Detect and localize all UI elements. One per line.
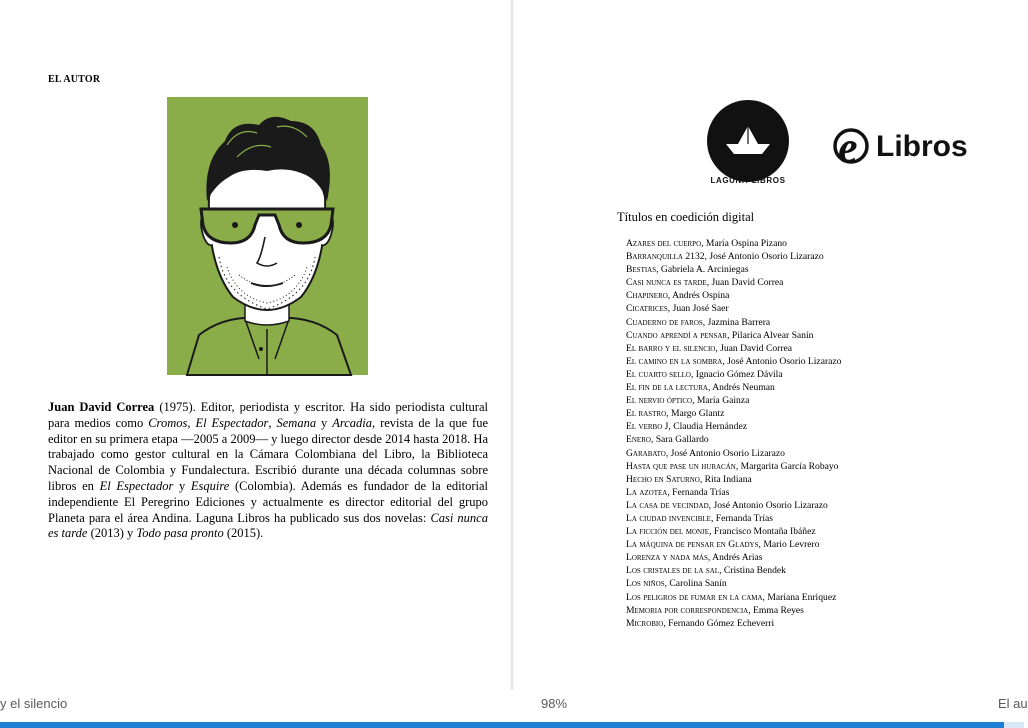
- elibros-logo-text: Libros: [876, 130, 968, 163]
- title-list-item: El cuarto sello, Ignacio Gómez Dávila: [626, 368, 783, 380]
- page-gutter: [510, 0, 514, 690]
- book-author: Sara Gallardo: [655, 434, 709, 446]
- laguna-logo-text: LAGUNA•LIBROS: [710, 176, 786, 185]
- book-title: Cuando aprendí a pensar: [626, 329, 728, 341]
- book-author: Cristina Bendek: [723, 565, 786, 577]
- book-author: Fernanda Trías: [715, 512, 774, 524]
- book-title: El barro y el silencio: [626, 342, 716, 354]
- book-title: Garabato: [626, 447, 666, 459]
- title-list-item: Los cristales de la sal, Cristina Bendek: [626, 565, 786, 577]
- bio-text: , revista de la que fue editor en su primera etapa —2005 a 2009— y luego director desde 2014 hasta 2018. Ha trabajado como gestor cultural en la Cámara Colombiana del Libro, la Biblioteca Nacional de Colombia y Fundalectura. Escribió durante una década columnas sobre libros en: [48, 415, 489, 493]
- media-title: Semana: [276, 415, 317, 430]
- novel-title: Todo pasa pronto: [136, 526, 224, 541]
- book-author: Francisco Montaña Ibáñez: [713, 526, 816, 538]
- book-title: Los cristales de la sal: [626, 565, 720, 577]
- book-title: Azares del cuerpo: [626, 238, 702, 249]
- book-title: Barranquilla 2132: [626, 251, 705, 263]
- book-title: El fin de la lectura: [626, 382, 708, 394]
- elibros-logo: [835, 123, 968, 172]
- book-title: El cuarto sello: [626, 368, 691, 380]
- title-list-item: Microbio, Fernando Gómez Echeverri: [626, 617, 775, 629]
- book-author: Pilarica Alvear Sanín: [731, 329, 814, 341]
- book-title: La azotea: [626, 486, 668, 498]
- book-author: José Antonio Osorio Lizarazo: [709, 251, 824, 263]
- section-heading: EL AUTOR: [48, 74, 101, 85]
- title-list-item: Bestias, Gabriela A. Arciniegas: [626, 264, 749, 276]
- media-title: Arcadia: [332, 415, 373, 430]
- progress-percentage: 98%: [541, 696, 568, 711]
- title-list-item: Barranquilla 2132, José Antonio Osorio Lizarazo: [626, 251, 824, 263]
- title-list-item: El rastro, Margo Glantz: [626, 408, 725, 420]
- book-author: Ignacio Gómez Dávila: [695, 368, 783, 380]
- book-title: Bestias: [626, 264, 657, 276]
- book-title: Cicatrices: [626, 303, 668, 315]
- book-author: José Antonio Osorio Lizarazo: [670, 447, 785, 459]
- bio-text: (Colombia). Además es fundador de la editorial independiente El Peregrino Ediciones y actualmente es director editorial del grupo Planeta para el área Andina. Laguna Libros ha publicado sus dos novelas:: [48, 478, 489, 525]
- media-title: El Espectador: [99, 478, 174, 493]
- bio-text: (2013) y: [87, 526, 137, 541]
- title-list-item: El verbo J, Claudia Hernández: [626, 421, 747, 433]
- title-list-item: La ficción del monje, Francisco Montaña Ibáñez: [626, 526, 816, 538]
- title-list-item: Memoria por correspondencia, Emma Reyes: [626, 604, 804, 616]
- book-author: José Antonio Osorio Lizarazo: [727, 355, 842, 367]
- book-title: Microbio: [626, 617, 664, 629]
- title-list-item: Casi nunca es tarde, Juan David Correa: [626, 277, 784, 289]
- book-title: La ficción del monje: [626, 526, 710, 538]
- book-author: María Gainza: [696, 395, 750, 407]
- title-list-item: Cuando aprendí a pensar, Pilarica Alvear Sanín: [626, 329, 814, 341]
- book-author: María Ospina Pizano: [705, 238, 787, 249]
- title-list-item: Lorenza y nada más, Andrés Arias: [626, 552, 763, 564]
- book-title: La casa de vecindad: [626, 499, 709, 511]
- book-author: Juan José Saer: [672, 303, 729, 315]
- book-author: Claudia Hernández: [673, 421, 747, 433]
- title-list-item: Azares del cuerpo, María Ospina Pizano: [626, 238, 787, 249]
- book-title: El rastro: [626, 408, 667, 420]
- title-list-item: La casa de vecindad, José Antonio Osorio Lizarazo: [626, 499, 828, 511]
- coedition-heading: Títulos en coedición digital: [617, 210, 755, 224]
- title-list-item: Los niños, Carolina Sanín: [626, 578, 727, 590]
- title-list-item: Chapinero, Andrés Ospina: [626, 290, 730, 302]
- book-title: Hasta que pase un huracán: [626, 460, 736, 472]
- book-title: Enero: [626, 434, 651, 446]
- book-title: Memoria por correspondencia: [626, 604, 749, 616]
- title-list-item: Cuaderno de faros, Jazmina Barrera: [626, 316, 771, 328]
- bio-text: (1975). Editor, periodista y escritor. Ha sido periodista cultural para medios como: [48, 400, 488, 430]
- title-list-item: Hecho en Saturno, Rita Indiana: [626, 473, 752, 485]
- book-author: Mariana Enriquez: [767, 591, 837, 603]
- bio-text: ,: [268, 415, 277, 430]
- reading-progress-fill: [0, 722, 1004, 728]
- book-author: Juan David Correa: [711, 277, 784, 289]
- previous-chapter-link[interactable]: y el silencio: [0, 696, 68, 711]
- book-title: La ciudad invencible: [626, 512, 711, 524]
- book-author: Mario Levrero: [763, 539, 820, 551]
- book-title: Los peligros de fumar en la cama: [626, 591, 763, 603]
- left-page: [0, 0, 512, 728]
- book-author: Andrés Arias: [712, 552, 763, 564]
- book-author: Andrés Ospina: [672, 290, 730, 302]
- book-title: Hecho en Saturno: [626, 473, 700, 485]
- title-list-item: Enero, Sara Gallardo: [626, 434, 709, 446]
- publisher-logos: [706, 104, 1006, 188]
- title-list-item: El nervio óptico, María Gainza: [626, 395, 750, 407]
- laguna-libros-logo: [707, 100, 789, 185]
- novel-title: Casi nunca es tarde: [48, 510, 488, 541]
- reading-progress-bar[interactable]: [0, 722, 1024, 728]
- book-author: Emma Reyes: [753, 604, 804, 616]
- book-title: La máquina de pensar en Gladys: [626, 539, 759, 551]
- book-author: Carolina Sanín: [669, 578, 727, 590]
- book-author: Fernanda Trías: [672, 486, 730, 498]
- author-name: Juan David Correa: [48, 400, 155, 414]
- title-list-item: Garabato, José Antonio Osorio Lizarazo: [626, 447, 785, 459]
- book-title: Los niños: [626, 578, 665, 590]
- book-author: José Antonio Osorio Lizarazo: [713, 499, 828, 511]
- title-list-item: La máquina de pensar en Gladys, Mario Levrero: [626, 539, 820, 551]
- media-title: El Espectador: [195, 415, 269, 430]
- coedition-title-list: [626, 237, 841, 630]
- title-list-item: La azotea, Fernanda Trías: [626, 486, 730, 498]
- book-title: Cuaderno de faros: [626, 316, 703, 328]
- book-title: Casi nunca es tarde: [626, 277, 707, 289]
- title-list-item: El barro y el silencio, Juan David Correa: [626, 342, 793, 354]
- book-title: El verbo J: [626, 421, 669, 433]
- book-title: Chapinero: [626, 290, 668, 302]
- book-author: Rita Indiana: [704, 473, 752, 485]
- right-page: [512, 0, 1024, 728]
- title-list-item: Los peligros de fumar en la cama, Mariana Enriquez: [626, 591, 837, 603]
- author-portrait: [167, 97, 368, 375]
- title-list-item: Cicatrices, Juan José Saer: [626, 303, 729, 315]
- title-list-item: Hasta que pase un huracán, Margarita García Robayo: [626, 460, 839, 472]
- title-list-item: La ciudad invencible, Fernanda Trías: [626, 512, 774, 524]
- book-author: Andrés Neuman: [712, 382, 775, 394]
- bio-text: y: [316, 415, 333, 430]
- bio-text: ,: [187, 415, 196, 430]
- bio-text: (2015).: [223, 526, 264, 541]
- book-author: Juan David Correa: [720, 342, 793, 354]
- title-list-item: El camino en la sombra, José Antonio Osorio Lizarazo: [626, 355, 842, 367]
- book-author: Gabriela A. Arciniegas: [660, 264, 749, 276]
- book-title: Lorenza y nada más: [626, 552, 708, 564]
- next-chapter-link[interactable]: El au: [998, 696, 1028, 711]
- author-bio: [48, 400, 488, 542]
- book-author: Margarita García Robayo: [740, 460, 839, 472]
- book-author: Jazmina Barrera: [707, 316, 771, 328]
- elibros-logo-e: e: [838, 123, 858, 172]
- reader-footer: [0, 690, 1028, 720]
- book-title: El camino en la sombra: [626, 355, 723, 367]
- media-title: Cromos: [148, 415, 188, 430]
- book-title: El nervio óptico: [626, 395, 693, 407]
- media-title: Esquire: [190, 478, 230, 493]
- bio-text: y: [173, 478, 191, 493]
- book-author: Fernando Gómez Echeverri: [668, 617, 775, 629]
- title-list-item: El fin de la lectura, Andrés Neuman: [626, 382, 775, 394]
- book-author: Margo Glantz: [670, 408, 725, 420]
